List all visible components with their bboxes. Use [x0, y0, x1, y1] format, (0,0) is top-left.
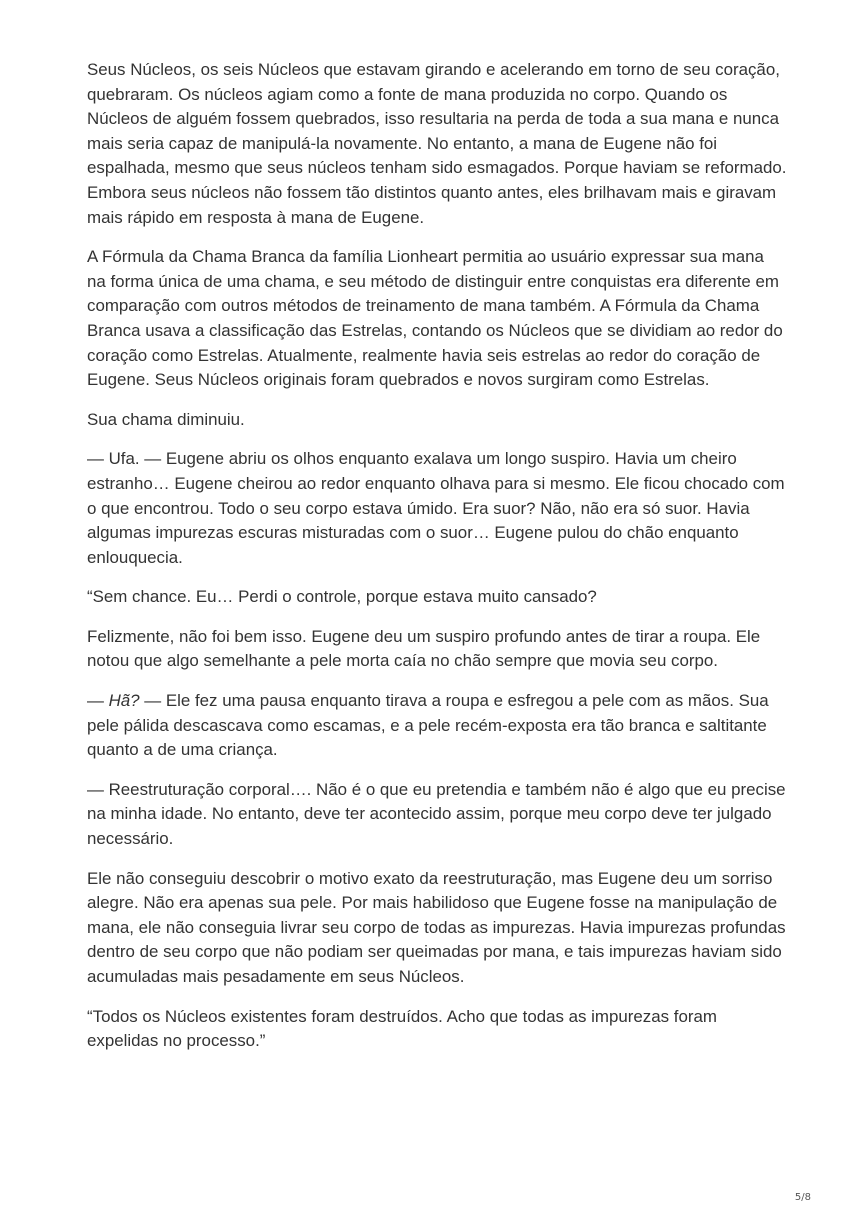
paragraph-7-rest: — Ele fez uma pausa enquanto tirava a roupa e esfregou a pele com as mãos. Sua pele pálida descascava como escamas, e a pele recém-exposta era tão branca e saltitante quanto a de uma criança. [87, 691, 769, 760]
paragraph-1: Seus Núcleos, os seis Núcleos que estavam girando e acelerando em torno de seu coração, quebraram. Os núcleos agiam como a fonte de mana produzida no corpo. Quando os Núcleos de alguém fossem quebrados, isso resultaria na perda de toda a sua mana e nunca mais seria capaz de manipulá-la novamente. No entanto, a mana de Eugene não foi espalhada, mesmo que seus núcleos tenham sido esmagados. Porque haviam se reformado. Embora seus núcleos não fossem tão distintos quanto antes, eles brilhavam mais e giravam mais rápido em resposta à mana de Eugene. [87, 60, 787, 227]
paragraph-7-prefix: — [87, 691, 109, 711]
paragraph-9: Ele não conseguiu descobrir o motivo exato da reestruturação, mas Eugene deu um sorriso alegre. Não era apenas sua pele. Por mais habilidoso que Eugene fosse na manipulação de mana, ele não conseguia livrar seu corpo de todas as impurezas. Havia impurezas profundas dentro de seu corpo que não podiam ser queimadas por mana, e tais impurezas haviam sido acumuladas mais pesadamente em seus Núcleos. [87, 868, 786, 986]
paragraph-3: Sua chama diminuiu. [87, 409, 245, 429]
paragraph-4: — Ufa. — Eugene abriu os olhos enquanto exalava um longo suspiro. Havia um cheiro estranho… Eugene cheirou ao redor enquanto olhava para si mesmo. Ele ficou chocado com o que encontrou. Todo o seu corpo estava úmido. Era suor? Não, não era só suor. Havia algumas impurezas escuras misturadas com o suor… Eugene pulou do chão enquanto enlouquecia. [87, 449, 785, 567]
page-number: 5/8 [794, 1192, 811, 1203]
paragraph-5: “Sem chance. Eu… Perdi o controle, porque estava muito cansado? [87, 587, 597, 607]
paragraph-7 [87, 689, 787, 763]
paragraph-7-italic: Hã? [108, 691, 140, 711]
document-body [87, 58, 787, 1069]
paragraph-2: A Fórmula da Chama Branca da família Lionheart permitia ao usuário expressar sua mana na forma única de uma chama, e seu método de distinguir entre conquistas era diferente em comparação com outros métodos de treinamento de mana também. A Fórmula da Chama Branca usava a classificação das Estrelas, contando os Núcleos que se dividiam ao redor do coração como Estrelas. Atualmente, realmente havia seis estrelas ao redor do coração de Eugene. Seus Núcleos originais foram quebrados e novos surgiram como Estrelas. [87, 247, 783, 390]
paragraph-10: “Todos os Núcleos existentes foram destruídos. Acho que todas as impurezas foram expelidas no processo.” [87, 1006, 717, 1051]
paragraph-6: Felizmente, não foi bem isso. Eugene deu um suspiro profundo antes de tirar a roupa. Ele notou que algo semelhante a pele morta caía no chão sempre que movia seu corpo. [87, 626, 761, 671]
paragraph-8: — Reestruturação corporal…. Não é o que eu pretendia e também não é algo que eu precise na minha idade. No entanto, deve ter acontecido assim, porque meu corpo deve ter julgado necessário. [87, 779, 786, 849]
